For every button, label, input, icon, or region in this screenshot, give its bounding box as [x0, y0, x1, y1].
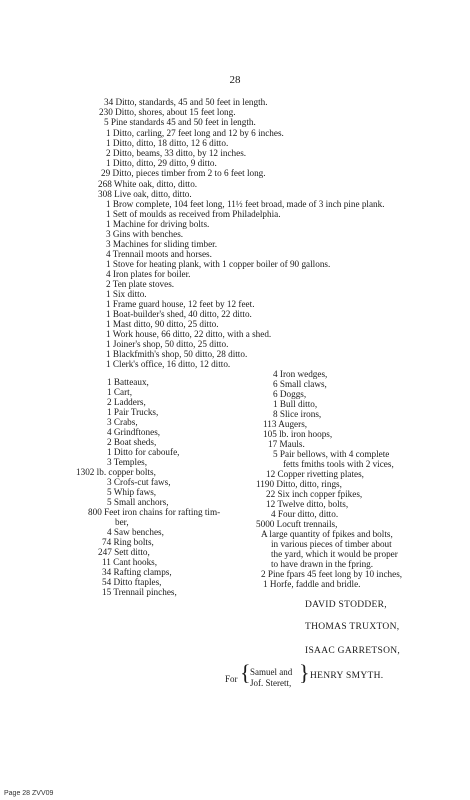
list-item: 1 Stove for heating plank, with 1 copper boiler of 90 gallons.	[106, 259, 331, 269]
right-list-item: the yard, which it would be proper	[271, 549, 398, 559]
list-item: 1 Machine for driving bolts.	[106, 219, 210, 229]
signature-name: THOMAS TRUXTON,	[305, 622, 400, 632]
right-list-item: 12 Twelve ditto, bolts,	[266, 499, 349, 509]
right-list-item: 5000 Locuft trennails,	[256, 519, 338, 529]
left-list-item: 74 Ring bolts,	[102, 537, 154, 547]
left-list-item: ber,	[115, 517, 129, 527]
right-list-item: fetts fmiths tools with 2 vices,	[283, 459, 394, 469]
right-list-item: 1 Horfe, faddle and bridle.	[263, 579, 361, 589]
right-brace: }	[299, 660, 310, 685]
list-item: 308 Live oak, ditto, ditto.	[98, 189, 192, 199]
list-item: 1 Work house, 66 ditto, 22 ditto, with a shed.	[106, 329, 272, 339]
right-list-item: 1 Bull ditto,	[273, 399, 318, 409]
firm-name-line: Jof. Sterett,	[250, 678, 292, 688]
right-list-item: to have drawn in the fpring.	[271, 559, 374, 569]
list-item: 1 Clerk's office, 16 ditto, 12 ditto.	[106, 359, 231, 369]
signature-name: DAVID STODDER,	[305, 600, 387, 610]
list-item: 34 Ditto, standards, 45 and 50 feet in length.	[104, 97, 268, 107]
firm-name-line: Samuel and	[250, 667, 293, 677]
list-item: 1 Sett of moulds as received from Philadelphia.	[106, 209, 281, 219]
list-item: 1 Ditto, ditto, 29 ditto, 9 ditto.	[106, 158, 217, 168]
right-list-item: 17 Mauls.	[268, 439, 305, 449]
right-list-item: 113 Augers,	[263, 419, 308, 429]
left-list-item: 3 Crabs,	[107, 417, 138, 427]
left-list-item: 1302 lb. copper bolts,	[76, 467, 156, 477]
right-list-item: 12 Copper rivetting plates,	[266, 469, 364, 479]
right-list-item: 4 Four ditto, ditto.	[271, 509, 339, 519]
list-item: 1 Boat-builder's shed, 40 ditto, 22 ditto.	[106, 309, 252, 319]
right-list-item: 22 Six inch copper fpikes,	[266, 489, 363, 499]
right-list-item: 6 Small claws,	[273, 379, 327, 389]
left-list-item: 800 Feet iron chains for rafting tim-	[88, 507, 221, 517]
list-item: 1 Brow complete, 104 feet long, 11½ feet broad, made of 3 inch pine plank.	[106, 199, 385, 209]
list-item: 1 Joiner's shop, 50 ditto, 25 ditto.	[106, 339, 229, 349]
left-list-item: 1 Ditto for caboufe,	[107, 447, 180, 457]
list-item: 2 Ten plate stoves.	[106, 279, 175, 289]
list-item: 1 Six ditto.	[106, 289, 147, 299]
left-list-item: 3 Crofs-cut faws,	[107, 477, 171, 487]
right-list-item: 1190 Ditto, ditto, rings,	[256, 479, 342, 489]
left-list-item: 4 Grindftones,	[107, 427, 161, 437]
page-footer: Page 28 ZVV09	[4, 790, 54, 797]
right-list-item: A large quantity of fpikes and bolts,	[261, 529, 393, 539]
left-list-item: 34 Rafting clamps,	[102, 567, 172, 577]
list-item: 5 Pine standards 45 and 50 feet in length.	[104, 117, 256, 127]
left-list-item: 3 Temples,	[107, 457, 148, 467]
left-list-item: 247 Sett ditto,	[98, 547, 150, 557]
list-item: 3 Gins with benches.	[106, 229, 184, 239]
right-list-item: 5 Pair bellows, with 4 complete	[273, 449, 390, 459]
list-item: 268 White oak, ditto, ditto.	[98, 179, 198, 189]
left-list-item: 2 Ladders,	[107, 397, 146, 407]
left-brace: {	[240, 660, 251, 685]
left-list-item: 15 Trennail pinches,	[102, 587, 177, 597]
list-item: 1 Ditto, carling, 27 feet long and 12 by 6 inches.	[106, 128, 284, 138]
list-item: 3 Machines for sliding timber.	[106, 239, 217, 249]
left-list-item: 1 Batteaux,	[107, 377, 149, 387]
for-label: For	[225, 674, 238, 684]
left-list-item: 5 Whip faws,	[107, 487, 157, 497]
right-list-item: 6 Doggs,	[273, 389, 307, 399]
signature-name: HENRY SMYTH.	[310, 671, 384, 681]
list-item: 1 Blackfmith's shop, 50 ditto, 28 ditto.	[106, 349, 248, 359]
list-item: 230 Ditto, shores, about 15 feet long.	[99, 107, 236, 117]
list-item: 1 Frame guard house, 12 feet by 12 feet.	[106, 299, 255, 309]
right-list-item: 8 Slice irons,	[273, 409, 322, 419]
left-list-item: 2 Boat sheds,	[107, 437, 157, 447]
left-list-item: 1 Pair Trucks,	[107, 407, 159, 417]
left-list-item: 54 Ditto ftaples,	[102, 577, 162, 587]
page-number: 28	[229, 74, 241, 86]
left-list-item: 4 Saw benches,	[107, 527, 164, 537]
left-list-item: 1 Cart,	[107, 387, 133, 397]
right-list-item: 105 lb. iron hoops,	[263, 429, 333, 439]
list-item: 2 Ditto, beams, 33 ditto, by 12 inches.	[106, 148, 247, 158]
list-item: 4 Iron plates for boiler.	[106, 269, 191, 279]
list-item: 4 Trennail moots and horses.	[106, 249, 212, 259]
right-list-item: 4 Iron wedges,	[273, 369, 328, 379]
left-list-item: 11 Cant hooks,	[102, 557, 158, 567]
list-item: 1 Mast ditto, 90 ditto, 25 ditto.	[106, 319, 219, 329]
left-list-item: 5 Small anchors,	[107, 497, 169, 507]
list-item: 29 Ditto, pieces timber from 2 to 6 feet long.	[101, 168, 266, 178]
right-list-item: 2 Pine fpars 45 feet long by 10 inches,	[261, 569, 403, 579]
list-item: 1 Ditto, ditto, 18 ditto, 12 6 ditto.	[106, 138, 229, 148]
right-list-item: in various pieces of timber about	[271, 539, 392, 549]
signature-name: ISAAC GARRETSON,	[305, 646, 401, 656]
